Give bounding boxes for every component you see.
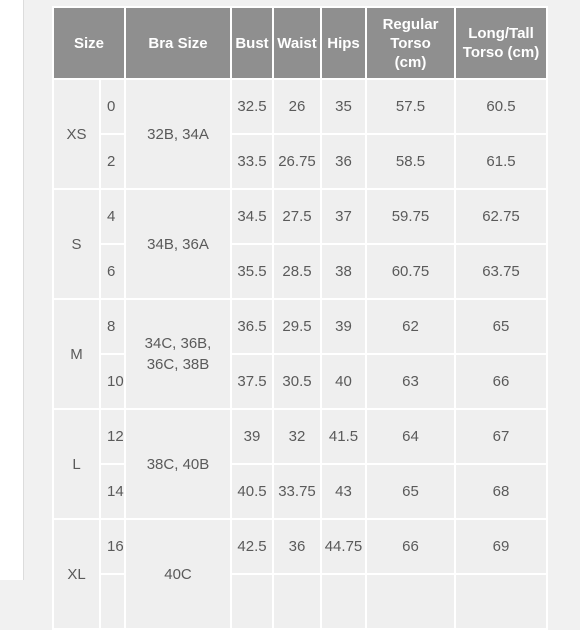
regular-torso-value: 63	[366, 354, 455, 409]
size-label: S	[53, 189, 100, 299]
header-bra-size: Bra Size	[125, 7, 231, 79]
hips-value: 44.75	[321, 519, 366, 574]
bust-value: 33.5	[231, 134, 273, 189]
table-row	[53, 79, 547, 134]
waist-value: 32	[273, 409, 321, 464]
table-row	[53, 189, 547, 244]
bra-size: 32B, 34A	[125, 79, 231, 189]
regular-torso-value: 60.75	[366, 244, 455, 299]
bust-value: 35.5	[231, 244, 273, 299]
bra-size: 34B, 36A	[125, 189, 231, 299]
left-panel-edge	[0, 0, 24, 580]
size-label: XL	[53, 519, 100, 629]
long-torso-value: 67	[455, 409, 547, 464]
regular-torso-value: 57.5	[366, 79, 455, 134]
size-number: 8	[100, 299, 125, 354]
bust-value: 32.5	[231, 79, 273, 134]
waist-value: 29.5	[273, 299, 321, 354]
bust-value: 42.5	[231, 519, 273, 574]
hips-value: 40	[321, 354, 366, 409]
waist-value: 33.75	[273, 464, 321, 519]
regular-torso-value: 64	[366, 409, 455, 464]
header-long-torso: Long/Tall Torso (cm)	[455, 7, 547, 79]
regular-torso-value: 59.75	[366, 189, 455, 244]
size-number: 12	[100, 409, 125, 464]
waist-value: 26.75	[273, 134, 321, 189]
size-number	[100, 574, 125, 629]
long-torso-value	[455, 574, 547, 629]
long-torso-value: 69	[455, 519, 547, 574]
size-label: L	[53, 409, 100, 519]
waist-value: 30.5	[273, 354, 321, 409]
regular-torso-value: 65	[366, 464, 455, 519]
size-number: 0	[100, 79, 125, 134]
bust-value: 37.5	[231, 354, 273, 409]
bust-value: 39	[231, 409, 273, 464]
header-waist: Waist	[273, 7, 321, 79]
hips-value: 39	[321, 299, 366, 354]
header-size: Size	[53, 7, 125, 79]
regular-torso-value	[366, 574, 455, 629]
bra-size: 38C, 40B	[125, 409, 231, 519]
long-torso-value: 62.75	[455, 189, 547, 244]
regular-torso-value: 66	[366, 519, 455, 574]
table-row	[53, 299, 547, 354]
size-chart-body	[53, 79, 547, 629]
header-row	[53, 7, 547, 79]
hips-value: 37	[321, 189, 366, 244]
size-label: M	[53, 299, 100, 409]
table-row	[53, 409, 547, 464]
waist-value	[273, 574, 321, 629]
table-row	[53, 519, 547, 574]
long-torso-value: 60.5	[455, 79, 547, 134]
bra-size: 40C	[125, 519, 231, 629]
bust-value	[231, 574, 273, 629]
long-torso-value: 68	[455, 464, 547, 519]
header-bust: Bust	[231, 7, 273, 79]
hips-value: 38	[321, 244, 366, 299]
bust-value: 40.5	[231, 464, 273, 519]
size-number: 10	[100, 354, 125, 409]
long-torso-value: 65	[455, 299, 547, 354]
waist-value: 26	[273, 79, 321, 134]
hips-value: 41.5	[321, 409, 366, 464]
size-label: XS	[53, 79, 100, 189]
size-number: 16	[100, 519, 125, 574]
regular-torso-value: 62	[366, 299, 455, 354]
size-chart-table	[52, 6, 548, 630]
hips-value: 36	[321, 134, 366, 189]
waist-value: 36	[273, 519, 321, 574]
hips-value	[321, 574, 366, 629]
header-regular-torso: Regular Torso (cm)	[366, 7, 455, 79]
bust-value: 34.5	[231, 189, 273, 244]
header-hips: Hips	[321, 7, 366, 79]
long-torso-value: 63.75	[455, 244, 547, 299]
bust-value: 36.5	[231, 299, 273, 354]
size-number: 6	[100, 244, 125, 299]
regular-torso-value: 58.5	[366, 134, 455, 189]
waist-value: 28.5	[273, 244, 321, 299]
size-number: 14	[100, 464, 125, 519]
size-number: 4	[100, 189, 125, 244]
hips-value: 35	[321, 79, 366, 134]
bra-size: 34C, 36B, 36C, 38B	[125, 299, 231, 409]
hips-value: 43	[321, 464, 366, 519]
long-torso-value: 61.5	[455, 134, 547, 189]
long-torso-value: 66	[455, 354, 547, 409]
size-number: 2	[100, 134, 125, 189]
waist-value: 27.5	[273, 189, 321, 244]
